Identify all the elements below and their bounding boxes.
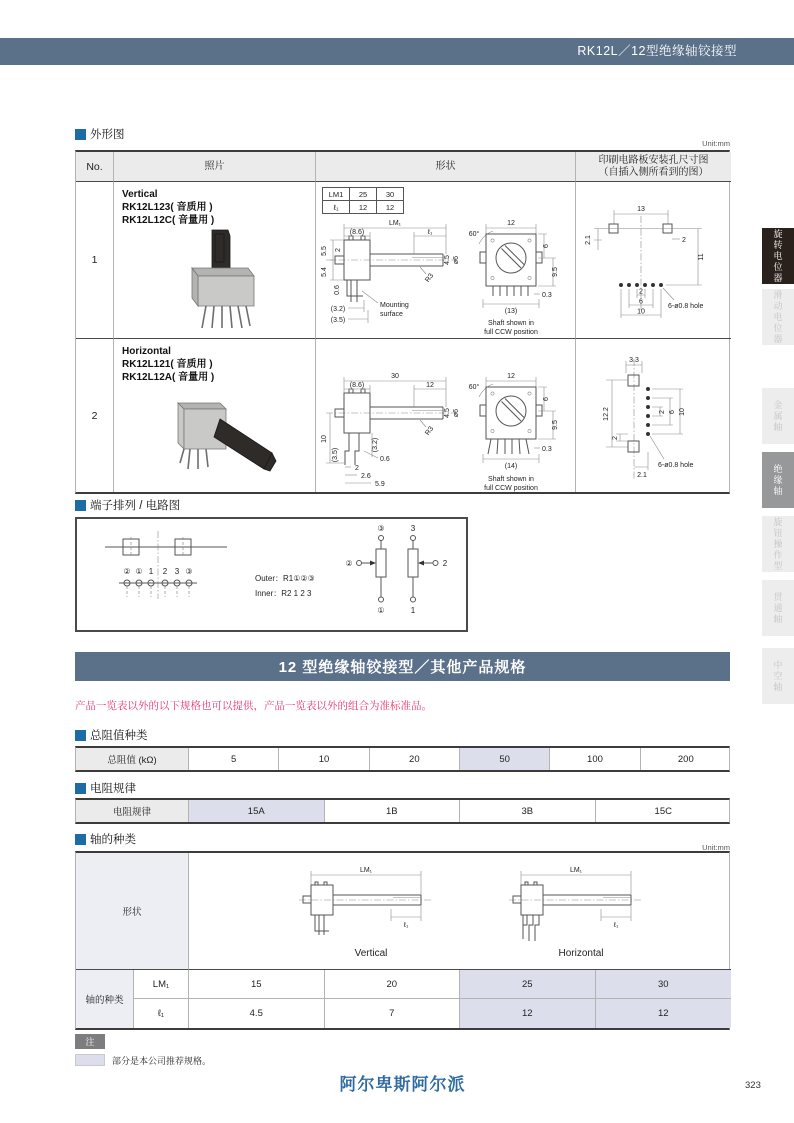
resistance-value: 5 — [189, 748, 279, 770]
row2-no: 2 — [76, 339, 114, 492]
row1-pcb-drawing — [576, 182, 728, 337]
resistance-table — [75, 746, 730, 772]
dim: 5.4 — [321, 267, 328, 277]
terminal-circuit-box — [75, 517, 468, 632]
dim: 6 — [543, 397, 550, 401]
inner-resistor-label: Inner：R2 1 2 3 — [255, 589, 312, 598]
dim: 2.1 — [637, 472, 647, 479]
dim: 4.5 — [444, 255, 451, 265]
dim: 2 — [639, 288, 643, 296]
mounting-label: surface — [380, 311, 403, 318]
row2-pcb-cell — [576, 339, 731, 492]
taper-table — [75, 798, 730, 824]
row1-model1: RK12L123( 音质用 ) — [122, 202, 213, 213]
circuit-pin-label: ② — [345, 559, 353, 568]
dim: 2.1 — [585, 235, 592, 245]
terminals-heading — [75, 497, 180, 513]
dim: 10 — [637, 308, 645, 316]
dim: 10 — [679, 408, 686, 416]
pin-label: ① — [135, 567, 143, 576]
vertical-shaft-figure — [271, 859, 471, 959]
dim: (13) — [504, 308, 518, 315]
resistance-row-label: 总阻值 (kΩ) — [76, 748, 189, 770]
mini-r2: 12 — [350, 201, 377, 214]
row2-pcb-drawing — [576, 339, 728, 494]
dim: LM₁ — [569, 867, 583, 874]
section-square-icon — [75, 834, 86, 845]
row1-model2: RK12L12C( 音量用 ) — [122, 215, 215, 226]
row2-technical-drawing — [316, 339, 574, 494]
row2-orientation: Horizontal — [122, 346, 171, 357]
dim: 2 — [612, 436, 619, 440]
side-tab-through-shaft — [762, 580, 794, 636]
dim: (8.6) — [349, 382, 365, 389]
pin-label: 2 — [162, 567, 168, 576]
col-header-pcb — [576, 152, 731, 182]
horizontal-caption: Horizontal — [558, 948, 604, 959]
shaft-position-caption: Shaft shown in — [488, 476, 534, 483]
shape-label-cell — [76, 853, 189, 970]
side-tab-label: 中空轴 — [772, 659, 783, 693]
shaft-heading-label: 轴的种类 — [90, 834, 136, 846]
dim: (3.2) — [330, 306, 346, 313]
dim: 0.3 — [542, 292, 552, 299]
outline-unit-label: Unit:mm — [702, 139, 730, 148]
pin-label: ② — [123, 567, 131, 576]
section-square-icon — [75, 783, 86, 794]
dim: 6 — [543, 244, 550, 248]
horizontal-pot-photo — [150, 391, 290, 486]
lm-value-recommended: 30 — [596, 970, 732, 999]
page-number: 323 — [745, 1080, 761, 1091]
dim: 10 — [321, 435, 328, 443]
section-square-icon — [75, 730, 86, 741]
circuit-pin-label: ③ — [377, 524, 385, 533]
terminal-circuit-drawing — [77, 519, 466, 630]
mini-h3: 30 — [377, 188, 404, 201]
horizontal-shaft-figure — [481, 859, 681, 959]
dim: 12.2 — [603, 407, 610, 421]
dim: 0.6 — [334, 285, 341, 295]
taper-heading — [75, 780, 136, 796]
side-tab-label: 旋钮操作型 — [772, 516, 783, 572]
circuit-pin-label: 3 — [410, 524, 416, 533]
dim: (8.6) — [349, 229, 365, 236]
dim: 5.5 — [321, 246, 328, 256]
row2-photo-cell — [114, 339, 316, 492]
dim: 60° — [468, 384, 480, 391]
outline-table — [75, 150, 730, 494]
page-header-bar — [0, 38, 794, 65]
vertical-pot-photo — [162, 226, 282, 336]
dim: 12 — [507, 373, 515, 380]
lm-value: 20 — [325, 970, 461, 999]
dim: ø6 — [453, 255, 460, 265]
dim: ℓ₁ — [613, 922, 619, 929]
mounting-label: Mounting — [380, 302, 409, 309]
pin-label: 1 — [148, 567, 154, 576]
horizontal-shaft-drawing — [481, 859, 681, 949]
dim: 2 — [682, 237, 686, 244]
side-tab-label: 贯通轴 — [772, 591, 783, 625]
hole-label: 6-ø0.8 hole — [668, 303, 704, 310]
taper-value: 15C — [654, 805, 672, 817]
dim: 13 — [637, 206, 645, 213]
resistance-value: 100 — [550, 748, 640, 770]
resistance-value: 200 — [677, 753, 694, 765]
dim: 3.3 — [629, 357, 639, 364]
row1-shaft-length-table — [322, 187, 404, 214]
resistance-heading — [75, 727, 148, 743]
mini-r1: ℓ₁ — [323, 201, 350, 214]
outline-heading-label: 外形图 — [90, 129, 125, 141]
circuit-pin-label: 2 — [442, 559, 448, 568]
dim: ø6 — [453, 408, 460, 418]
l-value-recommended: 12 — [596, 999, 732, 1028]
col-header-photo — [114, 152, 316, 182]
page-title: RK12L／12型绝缘轴铰接型 — [577, 44, 737, 58]
row1-shape-cell — [316, 182, 576, 339]
col-header-pcb-line1: 印刷电路板安装孔尺寸图 — [598, 154, 709, 166]
mini-h1: LM1 — [323, 188, 350, 201]
lm-value-recommended: 25 — [460, 970, 596, 999]
taper-value: 1B — [325, 800, 461, 822]
dim: 2.6 — [361, 473, 371, 480]
side-tab-hollow-shaft — [762, 648, 794, 704]
dim: (3.2) — [372, 437, 379, 453]
col-header-pcb-line2: （自插入侧所看到的图） — [598, 166, 709, 178]
l-label-cell: ℓ₁ — [134, 999, 189, 1028]
dim: LM₁ — [359, 867, 373, 874]
section-banner — [75, 652, 730, 681]
resistance-heading-label: 总阻值种类 — [90, 730, 148, 742]
dim: ℓ₁ — [427, 229, 433, 236]
shaft-unit-label: Unit:mm — [702, 843, 730, 852]
vertical-caption: Vertical — [354, 948, 388, 959]
dim: (14) — [504, 463, 518, 470]
resistance-value-recommended: 50 — [460, 748, 550, 770]
taper-heading-label: 电阻规律 — [90, 783, 136, 795]
dim: 60° — [468, 231, 480, 238]
mini-h2: 25 — [350, 188, 377, 201]
circuit-pin-label: 1 — [410, 606, 416, 615]
side-tab-slide-pot — [762, 289, 794, 345]
col-header-no: No. — [76, 152, 114, 182]
row1-photo-cell — [114, 182, 316, 339]
section-square-icon — [75, 129, 86, 140]
row2-model2: RK12L12A( 音量用 ) — [122, 372, 215, 383]
dim: 0.6 — [380, 456, 390, 463]
side-tab-label: 旋转电位器 — [772, 228, 783, 284]
terminals-heading-label: 端子排列 / 电路图 — [90, 500, 181, 512]
side-tab-label: 绝缘轴 — [772, 463, 783, 497]
side-tab-metal-shaft — [762, 388, 794, 444]
company-logo: 阿尔卑斯阿尔派 — [339, 1075, 466, 1094]
shaft-row-label: 轴的种类 — [85, 995, 124, 1006]
side-tab-label: 金属轴 — [772, 399, 783, 433]
row2-shape-cell — [316, 339, 576, 492]
taper-row-label: 电阻规律 — [76, 800, 189, 822]
shaft-position-caption: Shaft shown in — [488, 320, 534, 327]
l-value: 7 — [325, 999, 461, 1028]
dim: 2 — [335, 248, 342, 252]
outline-heading — [75, 126, 125, 142]
shape-drawings-cell — [189, 853, 731, 970]
circuit-pin-label: ① — [377, 606, 385, 615]
dim: 11 — [698, 253, 705, 261]
taper-value: 3B — [460, 800, 596, 822]
recommended-swatch — [75, 1054, 105, 1066]
shape-label: 形状 — [122, 907, 142, 918]
taper-value-recommended: 15A — [189, 800, 325, 822]
l-value: 4.5 — [189, 999, 325, 1028]
row1-orientation: Vertical — [122, 189, 158, 200]
mini-r3: 12 — [377, 201, 404, 214]
dim: ℓ₁ — [403, 922, 409, 929]
dim: 12 — [426, 382, 434, 389]
shaft-row-label-cell — [76, 970, 134, 1028]
side-tab-knob-type — [762, 516, 794, 572]
dim: (3.5) — [330, 317, 346, 324]
dim: 0.3 — [542, 446, 552, 453]
dim: 9.5 — [552, 267, 559, 277]
dim: 2 — [659, 410, 666, 414]
dim: 6 — [669, 410, 676, 414]
dim: 6 — [639, 298, 643, 306]
row2-model1: RK12L121( 音质用 ) — [122, 359, 213, 370]
note-text: 部分是本公司推荐规格。 — [112, 1056, 212, 1066]
row2-models — [122, 345, 214, 384]
dim: 4.5 — [444, 408, 451, 418]
dim: 30 — [391, 373, 399, 380]
resistance-value: 10 — [279, 748, 369, 770]
shaft-heading — [75, 831, 136, 847]
shaft-table — [75, 851, 730, 1030]
dim: 2 — [355, 465, 359, 472]
dim: (3.5) — [332, 447, 339, 463]
vertical-shaft-drawing — [271, 859, 471, 949]
lm-label-cell: LM₁ — [134, 970, 189, 999]
dim: R3 — [424, 272, 436, 284]
row1-models — [122, 188, 214, 227]
side-tab-insulated-shaft — [762, 452, 794, 508]
dim: LM₁ — [388, 220, 402, 227]
availability-note: 产品一览表以外的以下规格也可以提供，产品一览表以外的组合为准标准品。 — [75, 700, 432, 712]
l-value-recommended: 12 — [460, 999, 596, 1028]
dim: 12 — [507, 220, 515, 227]
dim: 5.9 — [375, 481, 385, 488]
shaft-position-caption: full CCW position — [484, 329, 538, 336]
banner-title: 12 型绝缘轴铰接型／其他产品规格 — [278, 659, 527, 676]
shaft-position-caption: full CCW position — [484, 485, 538, 492]
side-tab-label: 滑动电位器 — [772, 289, 783, 345]
col-header-photo-label: 照片 — [204, 160, 225, 172]
pin-label: 3 — [174, 567, 180, 576]
resistance-value: 20 — [370, 748, 460, 770]
section-square-icon — [75, 500, 86, 511]
pin-label: ③ — [185, 567, 193, 576]
lm-value: 15 — [189, 970, 325, 999]
row1-no: 1 — [76, 182, 114, 339]
dim: 9.5 — [552, 420, 559, 430]
dim: R3 — [424, 425, 436, 437]
hole-label: 6-ø0.8 hole — [658, 462, 694, 469]
col-header-shape — [316, 152, 576, 182]
row1-pcb-cell — [576, 182, 731, 339]
outer-resistor-label: Outer：R1①②③ — [255, 574, 315, 583]
col-header-shape-label: 形状 — [435, 160, 456, 172]
side-tab-rotary-pot — [762, 228, 794, 284]
note-badge: 注 — [75, 1034, 105, 1049]
